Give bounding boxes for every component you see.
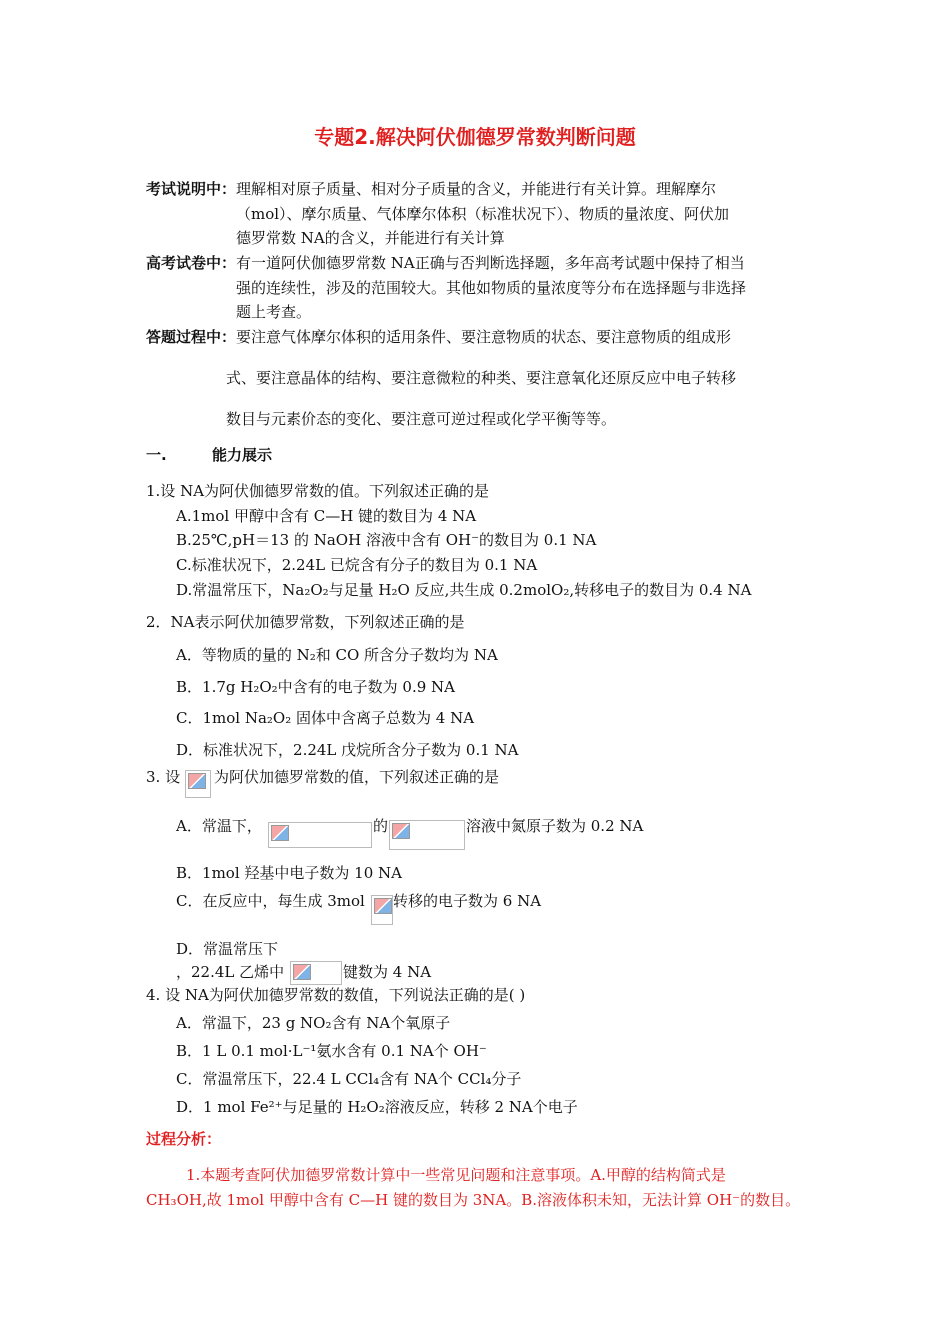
q2-option-a: A．等物质的量的 N₂和 CO 所含分子数均为 NA — [176, 646, 498, 664]
q3-stem-post: 为阿伏加德罗常数的值，下列叙述正确的是 — [214, 768, 500, 786]
exam-papers-line1: 有一道阿伏伽德罗常数 NA正确与否判断选择题，多年高考试题中保持了相当 — [236, 254, 745, 272]
q1-stem: 1.设 NA为阿伏伽德罗常数的值。下列叙述正确的是 — [146, 482, 490, 500]
q4-stem: 4. 设 NA为阿伏加德罗常数的数值，下列说法正确的是( ) — [146, 986, 526, 1004]
q1-option-a: A.1mol 甲醇中含有 C—H 键的数目为 4 NA — [176, 507, 477, 525]
q3-option-a-post: 溶液中氮原子数为 0.2 NA — [466, 817, 644, 835]
q3-option-d-post: 键数为 4 NA — [343, 963, 432, 981]
q4-option-c: C．常温常压下，22.4 L CCl₄含有 NA个 CCl₄分子 — [176, 1070, 522, 1088]
exam-desc-line1: 理解相对原子质量、相对分子质量的含义，并能进行有关计算。理解摩尔 — [236, 180, 717, 198]
analysis-label: 过程分析： — [146, 1130, 222, 1148]
page-title: 专题2.解决阿伏伽德罗常数判断问题 — [314, 125, 636, 149]
answer-process-line3: 数目与元素价态的变化、要注意可逆过程或化学平衡等等。 — [226, 410, 617, 428]
analysis-line1: 1.本题考查阿伏加德罗常数计算中一些常见问题和注意事项。A.甲醇的结构简式是 — [186, 1166, 726, 1184]
q3-na-image — [185, 770, 211, 798]
q2-stem: 2．NA表示阿伏加德罗常数，下列叙述正确的是 — [146, 613, 465, 631]
exam-desc-line3: 德罗常数 NA的含义，并能进行有关计算 — [236, 229, 505, 247]
exam-desc-line2: （mol）、摩尔质量、气体摩尔体积（标准状况下）、物质的量浓度、阿伏加 — [236, 205, 730, 223]
exam-papers-label: 高考试卷中： — [146, 254, 237, 272]
q3-option-c-pre: C．在反应中，每生成 3mol — [176, 892, 365, 910]
q3-c-image — [371, 895, 393, 925]
q1-option-b: B.25℃,pH＝13 的 NaOH 溶液中含有 OH⁻的数目为 0.1 NA — [176, 531, 597, 549]
answer-process-line2: 式、要注意晶体的结构、要注意微粒的种类、要注意氧化还原反应中电子转移 — [226, 369, 737, 387]
q4-option-d: D．1 mol Fe²⁺与足量的 H₂O₂溶液反应，转移 2 NA个电子 — [176, 1098, 578, 1116]
q3-stem-pre: 3. 设 — [146, 768, 181, 786]
section-number: 一. — [146, 446, 167, 464]
q3-option-d-pre: ，22.4L 乙烯中 — [176, 963, 285, 981]
broken-image-icon — [188, 773, 206, 789]
q2-option-c: C．1mol Na₂O₂ 固体中含离子总数为 4 NA — [176, 709, 475, 727]
q4-option-b: B．1 L 0.1 mol·L⁻¹氨水含有 0.1 NA个 OH⁻ — [176, 1042, 487, 1060]
broken-image-icon — [392, 823, 410, 839]
section-title: 能力展示 — [212, 446, 273, 464]
q1-option-d: D.常温常压下，Na₂O₂与足量 H₂O 反应,共生成 0.2molO₂,转移电子的数目为 0.4 NA — [176, 581, 752, 599]
q3-option-c-post: 转移的电子数为 6 NA — [393, 892, 542, 910]
q2-option-d: D．标准状况下，2.24L 戊烷所含分子数为 0.1 NA — [176, 741, 519, 759]
q3-option-b: B．1mol 羟基中电子数为 10 NA — [176, 864, 402, 882]
broken-image-icon — [374, 898, 392, 914]
analysis-line2: CH₃OH,故 1mol 甲醇中含有 C—H 键的数目为 3NA。B.溶液体积未知，无法计算 OH⁻的数目。 — [146, 1191, 801, 1209]
q3-option-d-line1: D．常温常压下 — [176, 940, 279, 958]
q3-a-image-2 — [389, 820, 465, 850]
q3-d-image — [290, 961, 342, 985]
exam-papers-line2: 强的连续性，涉及的范围较大。其他如物质的量浓度等分布在选择题与非选择 — [236, 279, 747, 297]
q3-option-a-mid: 的 — [373, 817, 389, 835]
broken-image-icon — [271, 825, 289, 841]
answer-process-label: 答题过程中： — [146, 328, 237, 346]
q3-option-a-pre: A．常温下， — [176, 817, 262, 835]
q3-a-image-1 — [268, 822, 372, 848]
answer-process-line1: 要注意气体摩尔体积的适用条件、要注意物质的状态、要注意物质的组成形 — [236, 328, 732, 346]
q2-option-b: B．1.7g H₂O₂中含有的电子数为 0.9 NA — [176, 678, 456, 696]
exam-papers-line3: 题上考查。 — [236, 303, 312, 321]
broken-image-icon — [293, 964, 311, 980]
q1-option-c: C.标准状况下，2.24L 已烷含有分子的数目为 0.1 NA — [176, 556, 538, 574]
q4-option-a: A．常温下，23 g NO₂含有 NA个氧原子 — [176, 1014, 451, 1032]
exam-desc-label: 考试说明中： — [146, 180, 237, 198]
